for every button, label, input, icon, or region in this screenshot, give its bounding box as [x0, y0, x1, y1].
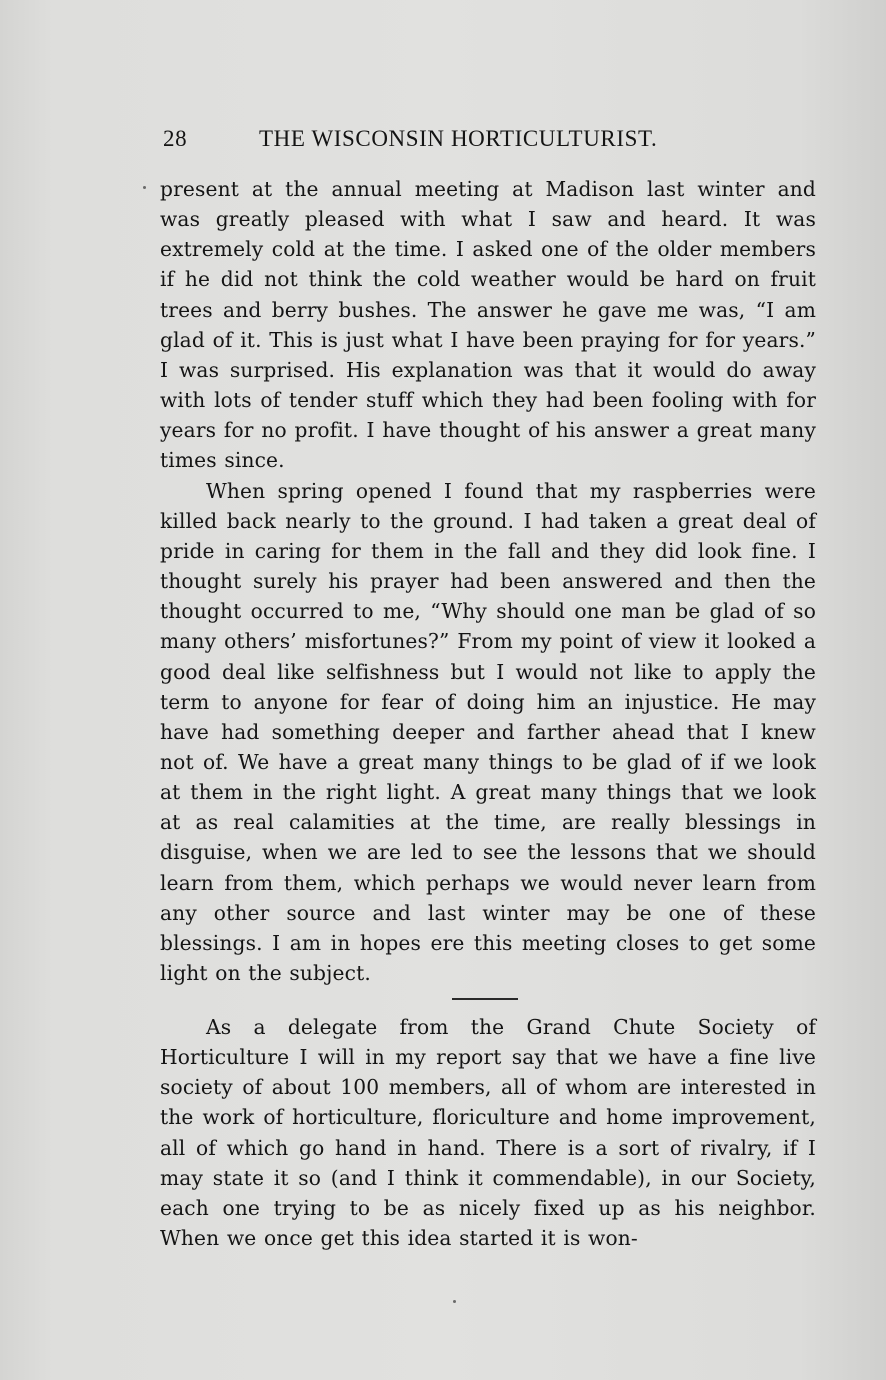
- print-speck: [143, 186, 146, 189]
- print-speck: [453, 1300, 456, 1303]
- paragraph-continued: present at the annual meeting at Madison last winter and was greatly pleased with what I saw and heard. It was extremely cold at the time. I asked one of the older members if he did not think the cold weather would be hard on fruit trees and berry bushes. The answer he gave me was, “I am glad of it. This is just what I have been praying for for years.” I was surprised. His explanation was that it would do away with lots of tender stuff which they had been fooling with for years for no profit. I have thought of his answer a great many times since.: [160, 177, 816, 473]
- paragraph-delegate-report: As a delegate from the Grand Chute Society of Horticulture I will in my report say that we have a fine live society of about 100 members, all of whom are interested in the work of horticulture, floriculture and home improvement, all of which go hand in hand. There is a sort of rivalry, if I may state it so (and I think it commendable), in our Society, each one trying to be as nicely fixed up as his neighbor. When we once get this idea started it is won-: [160, 1015, 816, 1251]
- section-divider: [452, 998, 518, 1000]
- page-number: 28: [163, 126, 188, 151]
- running-title: THE WISCONSIN HORTICULTURIST.: [259, 126, 658, 151]
- paragraph-raspberries: When spring opened I found that my raspberries were killed back nearly to the ground. I had taken a great deal of pride in caring for them in the fall and they did look fine. I thought surely his prayer had been answered and then the thought occurred to me, “Why should one man be glad of so many others’ misfortunes?” From my point of view it looked a good deal like selfishness but I would not like to apply the term to anyone for fear of doing him an injustice. He may have had something deeper and farther ahead that I knew not of. We have a great many things to be glad of if we look at them in the right light. A great many things that we look at as real calamities at the time, are really blessings in disguise, when we are led to see the lessons that we should learn from them, which perhaps we would never learn from any other source and last winter may be one of these blessings. I am in hopes ere this meeting closes to get some light on the subject.: [160, 478, 816, 986]
- page-header: [163, 122, 723, 158]
- section-meeting-reflection: [160, 174, 816, 988]
- section-delegate-report: [160, 1012, 816, 1253]
